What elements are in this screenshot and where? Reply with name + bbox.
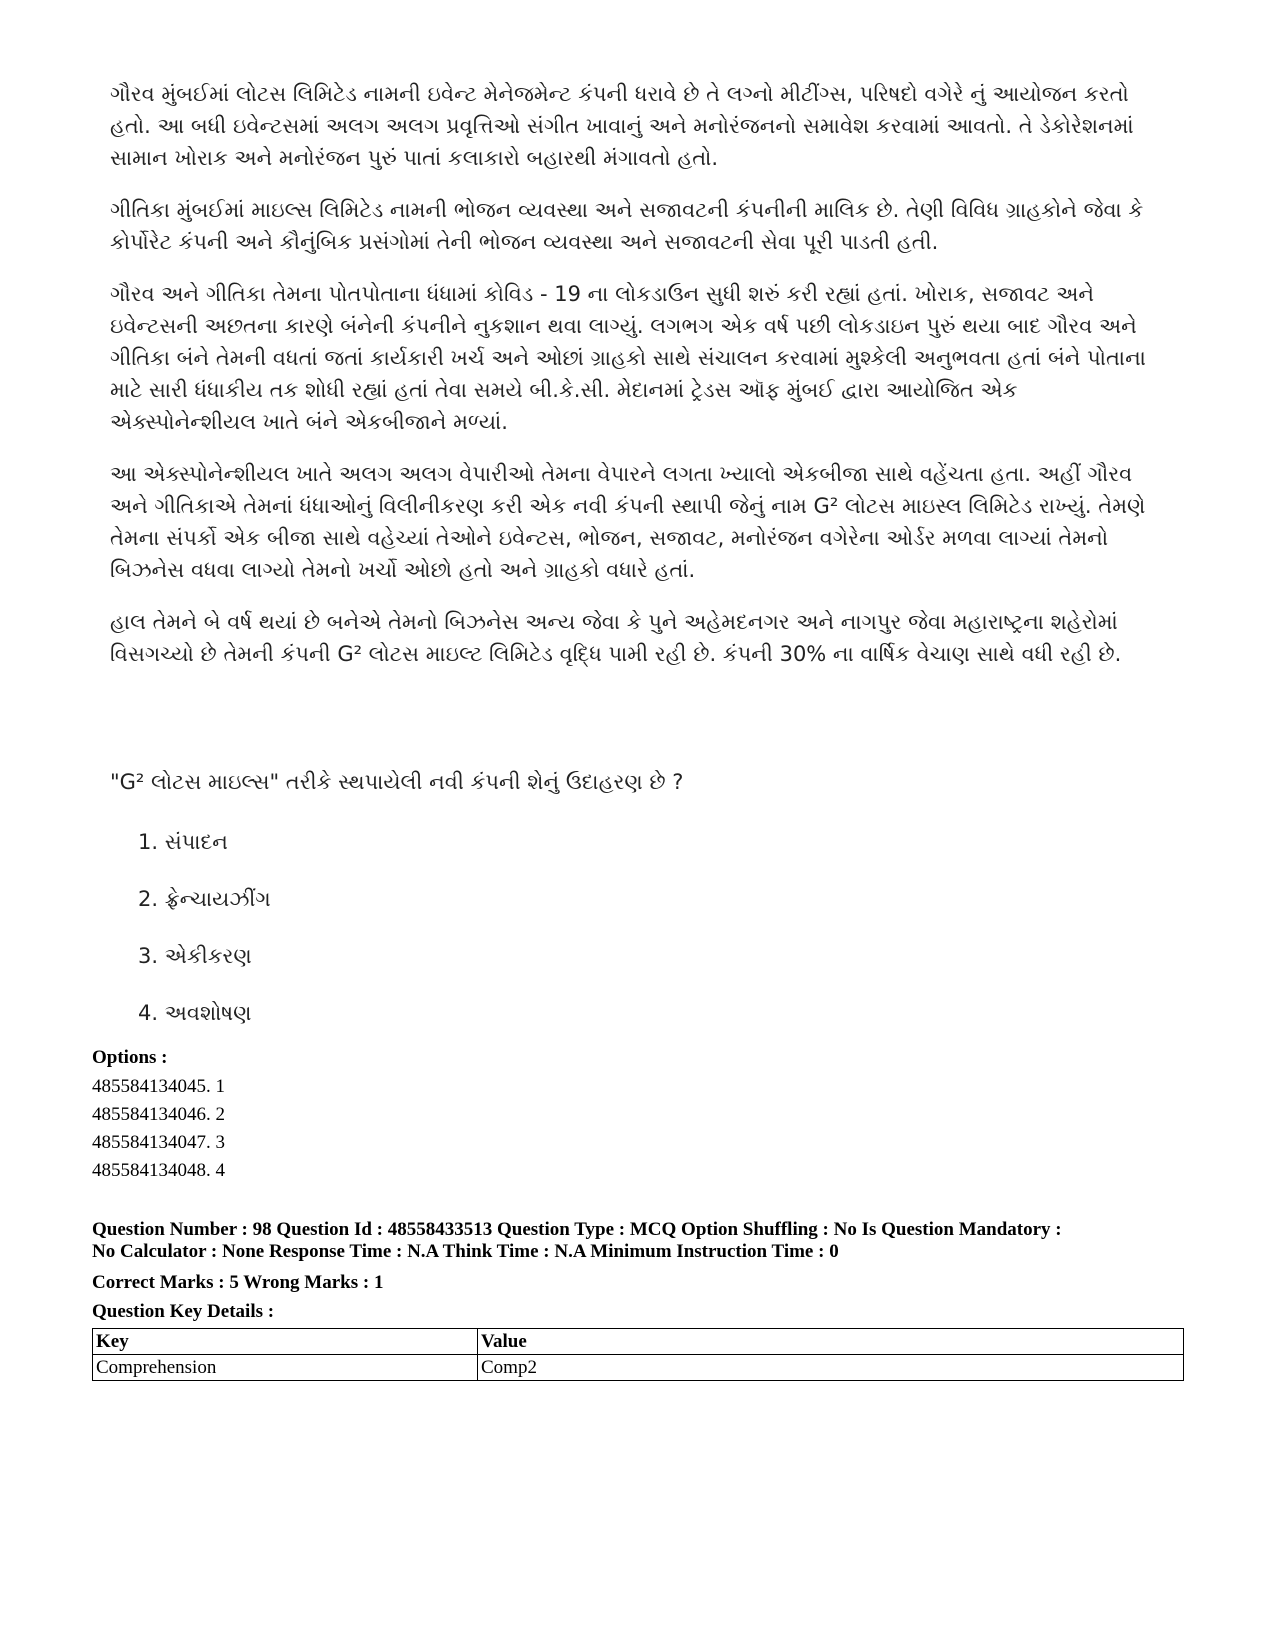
options-block	[92, 1043, 225, 1185]
comprehension-passage	[110, 78, 1160, 690]
answer-choices	[138, 826, 271, 1054]
key-details-heading: Question Key Details :	[92, 1301, 275, 1322]
passage-paragraph: આ એક્સ્પોનેન્શીયલ ખાતે અલગ અલગ વેપારીઓ તેમના વેપારને લગતા ખ્યાલો એકબીજા સાથે વહેંચતા હતા. અહીં ગૌરવ અને ગીતિકાએ તેમનાં ધંધાઓનું વિલીનીકરણ કરી એક નવી કંપની સ્થાપી જેનું નામ G² લોટસ માઇસ્લ લિમિટેડ રાખ્યું. તેમણે તેમના સંપર્કો એક બીજા સાથે વહેચ્યાં તેઓને ઇવેન્ટસ, ભોજન, સજાવટ, મનોરંજન વગેરેના ઓર્ડર મળવા લાગ્યાં તેમનો બિઝનેસ વધવા લાગ્યો તેમનો ખર્ચો ઓછો હતો અને ગ્રાહકો વધારે હતાં.	[110, 462, 1146, 582]
question-info-line: No Calculator : None Response Time : N.A Think Time : N.A Minimum Instruction Time : 0	[92, 1241, 839, 1262]
passage-paragraph: ગીતિકા મુંબઈમાં માઇલ્સ લિમિટેડ નામની ભોજન વ્યવસ્થા અને સજાવટની કંપનીની માલિક છે. તેણી વિવિધ ગ્રાહકોને જેવા કે કોર્પોરેટ કંપની અને કૌનુંબિક પ્રસંગોમાં તેની ભોજન વ્યવસ્થા અને સજાવટની સેવા પૂરી પાડતી હતી.	[110, 198, 1144, 254]
option-id: 485584134045. 1	[92, 1076, 225, 1097]
table-cell-value: Comp2	[478, 1355, 1184, 1381]
table-header-value: Value	[478, 1329, 1184, 1355]
answer-choice: 2. ફ્રેન્ચાયઝીંગ	[138, 887, 271, 911]
key-details-table	[92, 1328, 1184, 1381]
answer-choice: 4. અવશોષણ	[138, 1001, 252, 1025]
passage-paragraph: ગૌરવ મુંબઈમાં લોટસ લિમિટેડ નામની ઇવેન્ટ મેનેજમેન્ટ કંપની ધરાવે છે તે લગ્નો મીટીંગ્સ, પરિષદો વગેરે નું આયોજન કરતો હતો. આ બધી ઇવેન્ટસમાં અલગ અલગ પ્રવૃત્તિઓ સંગીત ખાવાનું અને મનોરંજનનો સમાવેશ કરવામાં આવતો. તે ડેકોરેશનમાં સામાન ખોરાક અને મનોરંજન પુરું પાતાં કલાકારો બહારથી મંગાવતો હતો.	[110, 82, 1134, 170]
table-row	[93, 1355, 1184, 1381]
marks-info: Correct Marks : 5 Wrong Marks : 1	[92, 1272, 384, 1293]
table-cell-key: Comprehension	[93, 1355, 478, 1381]
options-heading: Options :	[92, 1047, 168, 1068]
answer-choice: 3. એકીકરણ	[138, 944, 252, 968]
passage-paragraph: ગૌરવ અને ગીતિકા તેમના પોતપોતાના ધંધામાં કોવિડ - 19 ના લોકડાઉન સુધી શરું કરી રહ્યાં હતાં. ખોરાક, સજાવટ અને ઇવેન્ટસની અછતના કારણે બંનેની કંપનીને નુકશાન થવા લાગ્યું. લગભગ એક વર્ષ પછી લોકડાઇન પુરું થયા બાદ ગૌરવ અને ગીતિકા બંને તેમની વધતાં જતાં કાર્યકારી ખર્ચ અને ઓછાં ગ્રાહકો સાથે સંચાલન કરવામાં મુશ્કેલી અનુભવતા હતાં બંને પોતાના માટે સારી ધંધાકીય તક શોધી રહ્યાં હતાં તેવા સમયે બી.કે.સી. મેદાનમાં ટ્રેડસ ઑફ મુંબઈ દ્વારા આયોજિત એક એક્સ્પોનેન્શીયલ ખાતે બંને એકબીજાને મળ્યાં.	[110, 282, 1146, 434]
question-text: "G² લોટસ માઇલ્સ" તરીકે સ્થપાયેલી નવી કંપની શેનું ઉદાહરણ છે ?	[110, 770, 684, 794]
passage-paragraph: હાલ તેમને બે વર્ષ થયાં છે બનેએ તેમનો બિઝનેસ અન્ય જેવા કે પુને અહેમદનગર અને નાગપુર જેવા મહારાષ્ટ્રના શહેરોમાં વિસગચ્યો છે તેમની કંપની G² લોટસ માઇલ્ટ લિમિટેડ વૃદ્ધિ પામી રહી છે. કંપની 30% ના વાર્ષિક વેચાણ સાથે વધી રહી છે.	[110, 610, 1122, 666]
option-id: 485584134048. 4	[92, 1160, 225, 1181]
table-header-key: Key	[93, 1329, 478, 1355]
answer-choice: 1. સંપાદન	[138, 830, 228, 854]
question-info-line: Question Number : 98 Question Id : 48558433513 Question Type : MCQ Option Shuffling : No Is Question Mandatory :	[92, 1219, 1062, 1240]
table-header-row	[93, 1329, 1184, 1355]
option-id: 485584134047. 3	[92, 1132, 225, 1153]
question-info	[92, 1219, 1192, 1263]
option-id: 485584134046. 2	[92, 1104, 225, 1125]
